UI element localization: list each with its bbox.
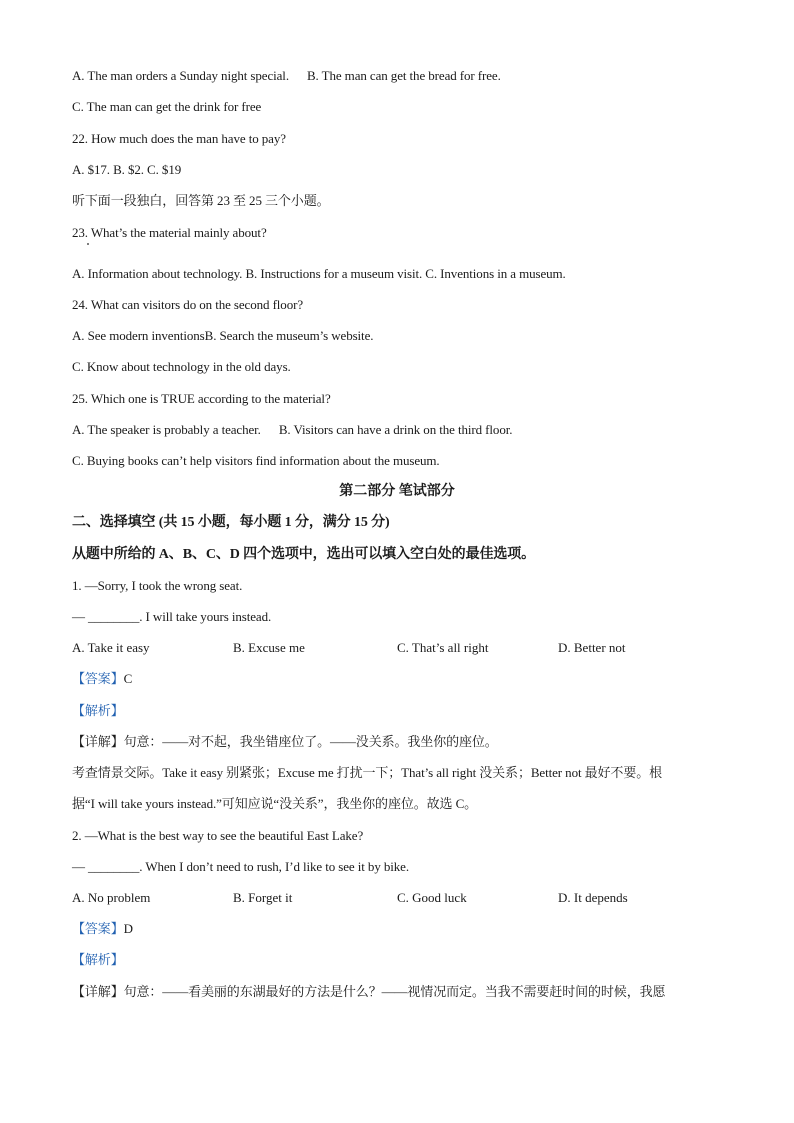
q22-question: 22. How much does the man have to pay?: [72, 131, 286, 146]
q2-answer-value: D: [123, 921, 133, 936]
q2-detail-line: [72, 984, 665, 1000]
q2-detail-text: 句意：——看美丽的东湖最好的方法是什么？——视情况而定。当我不需要赶时间的时候，我愿: [123, 984, 666, 999]
q2-analysis-line: [72, 952, 124, 968]
section-instruction: 从题中所给的 A、B、C、D 四个选项中，选出可以填入空白处的最佳选项。: [72, 547, 536, 562]
q2-option-b: B. Forget it: [233, 890, 293, 905]
section-title: 二、选择填空 (共 15 小题，每小题 1 分，满分 15 分): [72, 515, 390, 530]
q25-question: 25. Which one is TRUE according to the material?: [72, 391, 331, 406]
q2-line1: 2. —What is the best way to see the beautiful East Lake?: [72, 828, 364, 843]
q1-detail-tag: 【详解】: [72, 734, 124, 749]
q25-options-ab: [72, 422, 512, 438]
q21-option-c: C. The man can get the drink for free: [72, 99, 262, 114]
q1-option-c: C. That’s all right: [397, 640, 489, 655]
q1-option-a: A. Take it easy: [72, 640, 150, 655]
q25-option-b: B. Visitors can have a drink on the third floor.: [278, 422, 513, 437]
q1-detail-text: 句意：——对不起，我坐错座位了。——没关系。我坐你的座位。: [123, 734, 498, 749]
q2-option-d: D. It depends: [558, 890, 628, 905]
q22-options: A. $17. B. $2. C. $19: [72, 162, 182, 177]
q2-option-a: A. No problem: [72, 890, 151, 905]
q2-line2: — ________. When I don’t need to rush, I’d like to see it by bike.: [72, 859, 409, 874]
q24-question: 24. What can visitors do on the second floor?: [72, 297, 304, 312]
q1-answer-tag: 【答案】: [72, 671, 124, 686]
q25-option-c: C. Buying books can’t help visitors find information about the museum.: [72, 453, 440, 468]
q1-explain-line1: 考查情景交际。Take it easy 别紧张；Excuse me 打扰一下；That’s all right 没关系；Better not 最好不要。根: [72, 765, 663, 780]
q2-detail-tag: 【详解】: [72, 984, 124, 999]
q21-option-a: A. The man orders a Sunday night special.: [72, 68, 289, 83]
q1-answer-line: [72, 671, 132, 687]
q1-analysis-tag: 【解析】: [72, 703, 124, 718]
q1-explain-line2: 据“I will take yours instead.”可知应说“没关系”，我坐你的座位。故选 C。: [72, 796, 478, 811]
q1-line1: 1. —Sorry, I took the wrong seat.: [72, 578, 243, 593]
monologue-intro: 听下面一段独白，回答第 23 至 25 三个小题。: [72, 193, 330, 208]
q2-answer-line: [72, 921, 133, 937]
q2-option-c: C. Good luck: [397, 890, 467, 905]
q23-options: A. Information about technology. B. Instructions for a museum visit. C. Inventions in a museum.: [72, 266, 566, 281]
q23-question: 23. What’s the material mainly about?: [72, 225, 267, 240]
q24-options-ab: A. See modern inventionsB. Search the museum’s website.: [72, 328, 374, 343]
stray-dot: [87, 243, 89, 245]
q21-options-ab: [72, 68, 501, 84]
q1-option-b: B. Excuse me: [233, 640, 305, 655]
q1-answer-value: C: [123, 671, 133, 686]
q2-answer-tag: 【答案】: [72, 921, 124, 936]
q21-option-b: B. The man can get the bread for free.: [306, 68, 501, 83]
q1-detail-line: [72, 734, 498, 750]
q24-option-c: C. Know about technology in the old days.: [72, 359, 291, 374]
q2-analysis-tag: 【解析】: [72, 952, 124, 967]
q25-option-a: A. The speaker is probably a teacher.: [72, 422, 261, 437]
q1-analysis-line: [72, 703, 124, 719]
q1-line2: — ________. I will take yours instead.: [72, 609, 272, 624]
part-title: 第二部分 笔试部分: [339, 484, 455, 499]
q1-option-d: D. Better not: [558, 640, 626, 655]
